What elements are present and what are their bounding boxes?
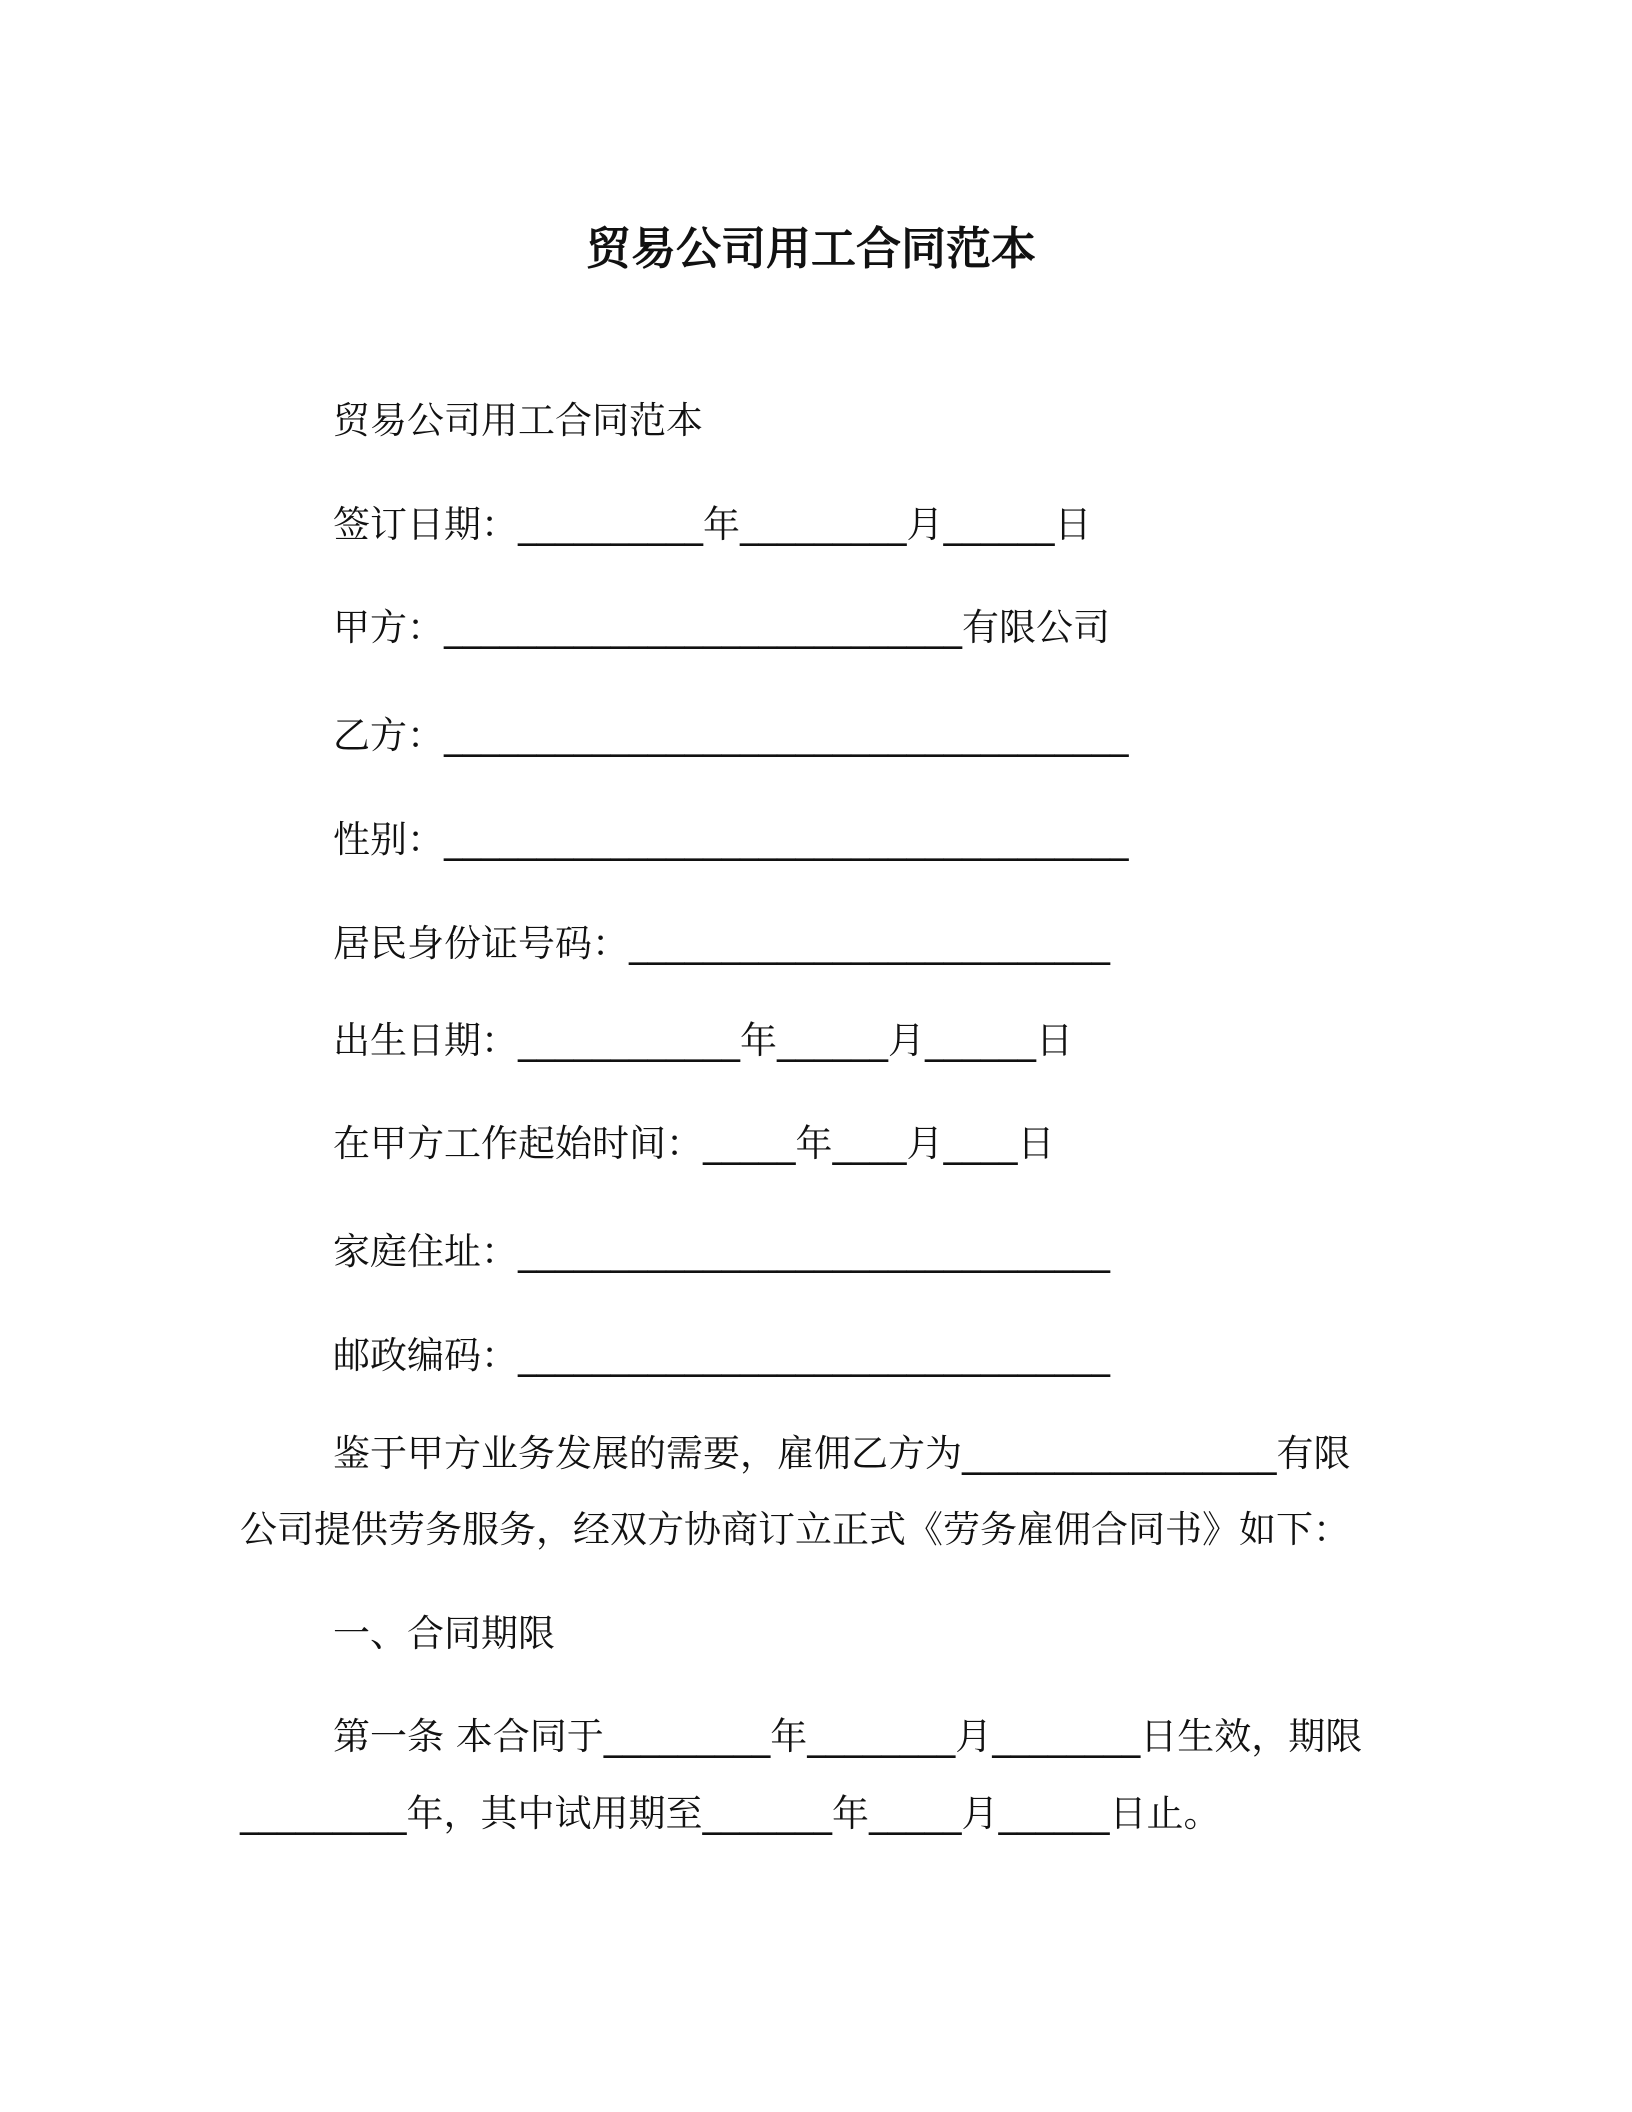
document-title: 贸易公司用工合同范本: [585, 222, 1036, 275]
party-a-field: 甲方：____________________________有限公司: [333, 606, 1110, 649]
subtitle: 贸易公司用工合同范本: [333, 399, 703, 442]
start-date-field: 在甲方工作起始时间：_____年____月____日: [333, 1122, 1055, 1165]
article-1-line-2: _________年，其中试用期至_______年_____月______日止。: [240, 1792, 1221, 1835]
article-1-line-1: 第一条 本合同于_________年________月________日生效，期限: [333, 1715, 1363, 1758]
id-number-field: 居民身份证号码：__________________________: [333, 922, 1110, 965]
section-heading-contract-term: 一、合同期限: [333, 1612, 555, 1655]
gender-field: 性别：_____________________________________: [333, 818, 1129, 861]
birth-date-field: 出生日期：____________年______月______日: [333, 1019, 1073, 1062]
home-address-field: 家庭住址：________________________________: [333, 1230, 1110, 1273]
postal-code-field: 邮政编码：________________________________: [333, 1334, 1110, 1377]
signing-date-field: 签订日期：__________年_________月______日: [333, 503, 1092, 546]
preamble-line-2: 公司提供劳务服务，经双方协商订立正式《劳务雇佣合同书》如下：: [240, 1508, 1350, 1551]
preamble-line-1: 鉴于甲方业务发展的需要，雇佣乙方为_________________有限: [333, 1432, 1351, 1475]
party-b-field: 乙方：_____________________________________: [333, 714, 1129, 757]
